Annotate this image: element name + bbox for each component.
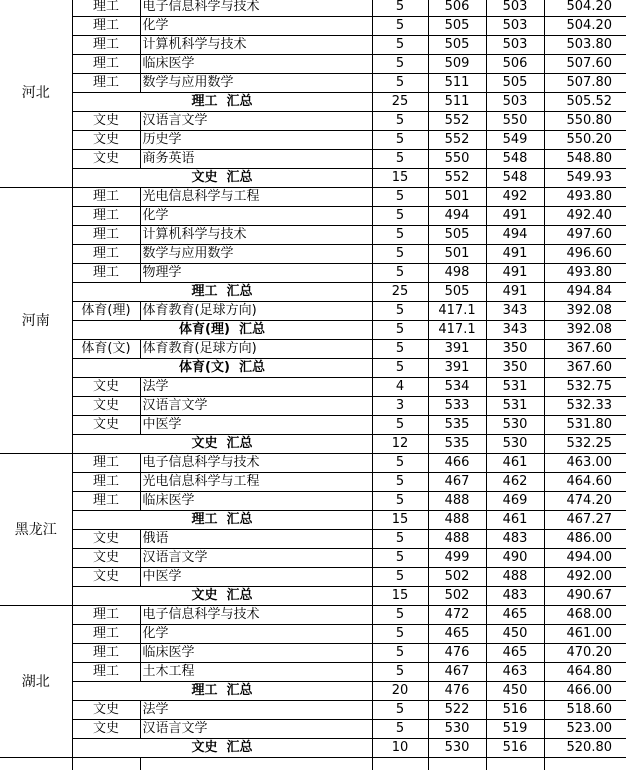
category-cell: 理工: [72, 17, 140, 36]
min-score-cell: 491: [486, 207, 544, 226]
subtotal-row: [0, 321, 626, 340]
count-cell: 5: [372, 549, 428, 568]
min-score-cell: 343: [486, 321, 544, 340]
partial-cell: [428, 758, 486, 770]
max-score-cell: 502: [428, 587, 486, 606]
major-cell: 法学: [140, 701, 372, 720]
min-score-cell: 462: [486, 473, 544, 492]
province-cell: 湖北: [0, 606, 72, 758]
table-row: [0, 416, 626, 435]
major-cell: 数学与应用数学: [140, 74, 372, 93]
partial-cell: [72, 758, 140, 770]
category-cell: 理工: [72, 473, 140, 492]
max-score-cell: 535: [428, 435, 486, 454]
major-cell: 汉语言文学: [140, 720, 372, 739]
avg-score-cell: 461.00: [544, 625, 626, 644]
avg-score-cell: 492.00: [544, 568, 626, 587]
max-score-cell: 534: [428, 378, 486, 397]
subtotal-row: [0, 682, 626, 701]
table-row: [0, 226, 626, 245]
avg-score-cell: 497.60: [544, 226, 626, 245]
avg-score-cell: 392.08: [544, 302, 626, 321]
province-cell: 河北: [0, 0, 72, 188]
count-cell: 5: [372, 264, 428, 283]
avg-score-cell: 470.20: [544, 644, 626, 663]
subtotal-row: [0, 739, 626, 758]
category-cell: 文史: [72, 416, 140, 435]
subtotal-row: [0, 283, 626, 302]
max-score-cell: 417.1: [428, 302, 486, 321]
major-cell: 法学: [140, 378, 372, 397]
min-score-cell: 503: [486, 17, 544, 36]
max-score-cell: 391: [428, 340, 486, 359]
category-cell: 理工: [72, 663, 140, 682]
count-cell: 5: [372, 416, 428, 435]
table-row: [0, 644, 626, 663]
min-score-cell: 531: [486, 397, 544, 416]
min-score-cell: 465: [486, 606, 544, 625]
avg-score-cell: 464.80: [544, 663, 626, 682]
min-score-cell: 503: [486, 36, 544, 55]
max-score-cell: 552: [428, 112, 486, 131]
avg-score-cell: 550.20: [544, 131, 626, 150]
category-cell: 理工: [72, 264, 140, 283]
subtotal-label: 文史 汇总: [72, 739, 372, 758]
avg-score-cell: 523.00: [544, 720, 626, 739]
major-cell: 临床医学: [140, 644, 372, 663]
major-cell: 汉语言文学: [140, 397, 372, 416]
max-score-cell: 535: [428, 416, 486, 435]
major-cell: 数学与应用数学: [140, 245, 372, 264]
max-score-cell: 476: [428, 644, 486, 663]
count-cell: 5: [372, 340, 428, 359]
table-row-partial: [0, 758, 626, 770]
count-cell: 5: [372, 492, 428, 511]
avg-score-cell: 494.00: [544, 549, 626, 568]
category-cell: 文史: [72, 150, 140, 169]
table-row: [0, 264, 626, 283]
category-cell: 理工: [72, 0, 140, 17]
category-cell: 文史: [72, 720, 140, 739]
avg-score-cell: 532.25: [544, 435, 626, 454]
avg-score-cell: 520.80: [544, 739, 626, 758]
category-cell: 理工: [72, 188, 140, 207]
category-cell: 文史: [72, 530, 140, 549]
subtotal-label: 文史 汇总: [72, 435, 372, 454]
table-row: [0, 188, 626, 207]
table-row: [0, 340, 626, 359]
category-cell: 理工: [72, 226, 140, 245]
category-cell: 理工: [72, 625, 140, 644]
avg-score-cell: 392.08: [544, 321, 626, 340]
max-score-cell: 509: [428, 55, 486, 74]
min-score-cell: 530: [486, 416, 544, 435]
table-row: [0, 112, 626, 131]
min-score-cell: 490: [486, 549, 544, 568]
max-score-cell: 417.1: [428, 321, 486, 340]
count-cell: 20: [372, 682, 428, 701]
partial-cell: [140, 758, 372, 770]
min-score-cell: 516: [486, 739, 544, 758]
table-row: [0, 55, 626, 74]
max-score-cell: 488: [428, 530, 486, 549]
partial-cell: [544, 758, 626, 770]
avg-score-cell: 486.00: [544, 530, 626, 549]
max-score-cell: 466: [428, 454, 486, 473]
avg-score-cell: 549.93: [544, 169, 626, 188]
max-score-cell: 501: [428, 245, 486, 264]
avg-score-cell: 507.60: [544, 55, 626, 74]
max-score-cell: 488: [428, 492, 486, 511]
min-score-cell: 343: [486, 302, 544, 321]
major-cell: 俄语: [140, 530, 372, 549]
major-cell: 商务英语: [140, 150, 372, 169]
avg-score-cell: 507.80: [544, 74, 626, 93]
category-cell: 理工: [72, 606, 140, 625]
avg-score-cell: 494.84: [544, 283, 626, 302]
major-cell: 体育教育(足球方向): [140, 302, 372, 321]
min-score-cell: 548: [486, 169, 544, 188]
avg-score-cell: 466.00: [544, 682, 626, 701]
min-score-cell: 503: [486, 0, 544, 17]
max-score-cell: 476: [428, 682, 486, 701]
max-score-cell: 550: [428, 150, 486, 169]
min-score-cell: 503: [486, 93, 544, 112]
count-cell: 5: [372, 55, 428, 74]
subtotal-row: [0, 511, 626, 530]
major-cell: 历史学: [140, 131, 372, 150]
min-score-cell: 491: [486, 245, 544, 264]
avg-score-cell: 367.60: [544, 359, 626, 378]
min-score-cell: 549: [486, 131, 544, 150]
partial-cell: [372, 758, 428, 770]
subtotal-label: 理工 汇总: [72, 93, 372, 112]
major-cell: 计算机科学与技术: [140, 226, 372, 245]
min-score-cell: 531: [486, 378, 544, 397]
subtotal-label: 理工 汇总: [72, 283, 372, 302]
major-cell: 临床医学: [140, 492, 372, 511]
max-score-cell: 505: [428, 226, 486, 245]
category-cell: 理工: [72, 644, 140, 663]
count-cell: 5: [372, 359, 428, 378]
count-cell: 5: [372, 530, 428, 549]
count-cell: 5: [372, 321, 428, 340]
max-score-cell: 505: [428, 36, 486, 55]
table-row: [0, 36, 626, 55]
max-score-cell: 511: [428, 93, 486, 112]
subtotal-label: 体育(理) 汇总: [72, 321, 372, 340]
count-cell: 25: [372, 93, 428, 112]
max-score-cell: 494: [428, 207, 486, 226]
subtotal-row: [0, 435, 626, 454]
min-score-cell: 350: [486, 340, 544, 359]
partial-cell: [0, 758, 72, 770]
category-cell: 理工: [72, 207, 140, 226]
avg-score-cell: 503.80: [544, 36, 626, 55]
category-cell: 体育(文): [72, 340, 140, 359]
count-cell: 5: [372, 663, 428, 682]
table-row: [0, 207, 626, 226]
max-score-cell: 501: [428, 188, 486, 207]
avg-score-cell: 474.20: [544, 492, 626, 511]
max-score-cell: 506: [428, 0, 486, 17]
category-cell: 文史: [72, 701, 140, 720]
min-score-cell: 450: [486, 682, 544, 701]
max-score-cell: 488: [428, 511, 486, 530]
max-score-cell: 505: [428, 283, 486, 302]
subtotal-label: 文史 汇总: [72, 587, 372, 606]
count-cell: 5: [372, 302, 428, 321]
table-row: [0, 150, 626, 169]
max-score-cell: 552: [428, 131, 486, 150]
table-row: [0, 568, 626, 587]
min-score-cell: 492: [486, 188, 544, 207]
max-score-cell: 552: [428, 169, 486, 188]
avg-score-cell: 548.80: [544, 150, 626, 169]
count-cell: 5: [372, 74, 428, 93]
avg-score-cell: 504.20: [544, 0, 626, 17]
subtotal-label: 体育(文) 汇总: [72, 359, 372, 378]
table-row: [0, 720, 626, 739]
min-score-cell: 483: [486, 587, 544, 606]
table-row: [0, 17, 626, 36]
major-cell: 中医学: [140, 416, 372, 435]
min-score-cell: 516: [486, 701, 544, 720]
category-cell: 文史: [72, 568, 140, 587]
count-cell: 5: [372, 568, 428, 587]
count-cell: 5: [372, 606, 428, 625]
max-score-cell: 499: [428, 549, 486, 568]
subtotal-label: 理工 汇总: [72, 511, 372, 530]
max-score-cell: 502: [428, 568, 486, 587]
min-score-cell: 350: [486, 359, 544, 378]
count-cell: 5: [372, 226, 428, 245]
max-score-cell: 522: [428, 701, 486, 720]
count-cell: 5: [372, 131, 428, 150]
table-row: [0, 131, 626, 150]
major-cell: 化学: [140, 17, 372, 36]
count-cell: 10: [372, 739, 428, 758]
count-cell: 5: [372, 150, 428, 169]
major-cell: 化学: [140, 625, 372, 644]
count-cell: 3: [372, 397, 428, 416]
major-cell: 汉语言文学: [140, 549, 372, 568]
min-score-cell: 505: [486, 74, 544, 93]
count-cell: 5: [372, 644, 428, 663]
table-row: [0, 74, 626, 93]
avg-score-cell: 493.80: [544, 264, 626, 283]
avg-score-cell: 468.00: [544, 606, 626, 625]
table-row: [0, 530, 626, 549]
max-score-cell: 472: [428, 606, 486, 625]
category-cell: 文史: [72, 397, 140, 416]
major-cell: 临床医学: [140, 55, 372, 74]
min-score-cell: 461: [486, 454, 544, 473]
table-row: [0, 625, 626, 644]
min-score-cell: 550: [486, 112, 544, 131]
table-row: [0, 473, 626, 492]
count-cell: 12: [372, 435, 428, 454]
major-cell: 光电信息科学与工程: [140, 188, 372, 207]
category-cell: 理工: [72, 492, 140, 511]
max-score-cell: 533: [428, 397, 486, 416]
avg-score-cell: 505.52: [544, 93, 626, 112]
partial-cell: [486, 758, 544, 770]
avg-score-cell: 492.40: [544, 207, 626, 226]
count-cell: 15: [372, 587, 428, 606]
table-row: [0, 663, 626, 682]
table-row: [0, 302, 626, 321]
count-cell: 25: [372, 283, 428, 302]
avg-score-cell: 496.60: [544, 245, 626, 264]
max-score-cell: 530: [428, 720, 486, 739]
count-cell: 5: [372, 0, 428, 17]
category-cell: 文史: [72, 112, 140, 131]
max-score-cell: 467: [428, 663, 486, 682]
subtotal-row: [0, 359, 626, 378]
max-score-cell: 505: [428, 17, 486, 36]
category-cell: 理工: [72, 245, 140, 264]
max-score-cell: 467: [428, 473, 486, 492]
min-score-cell: 491: [486, 264, 544, 283]
avg-score-cell: 550.80: [544, 112, 626, 131]
major-cell: 物理学: [140, 264, 372, 283]
table-row: [0, 0, 626, 17]
count-cell: 5: [372, 245, 428, 264]
major-cell: 电子信息科学与技术: [140, 606, 372, 625]
count-cell: 5: [372, 720, 428, 739]
major-cell: 化学: [140, 207, 372, 226]
min-score-cell: 548: [486, 150, 544, 169]
table-row: [0, 549, 626, 568]
min-score-cell: 530: [486, 435, 544, 454]
count-cell: 5: [372, 207, 428, 226]
major-cell: 土木工程: [140, 663, 372, 682]
province-cell: 黑龙江: [0, 454, 72, 606]
major-cell: 光电信息科学与工程: [140, 473, 372, 492]
min-score-cell: 494: [486, 226, 544, 245]
province-cell: 河南: [0, 188, 72, 454]
table-row: [0, 701, 626, 720]
count-cell: 5: [372, 701, 428, 720]
max-score-cell: 391: [428, 359, 486, 378]
subtotal-label: 文史 汇总: [72, 169, 372, 188]
avg-score-cell: 532.33: [544, 397, 626, 416]
table-row: [0, 606, 626, 625]
count-cell: 5: [372, 454, 428, 473]
major-cell: 汉语言文学: [140, 112, 372, 131]
count-cell: 5: [372, 17, 428, 36]
avg-score-cell: 367.60: [544, 340, 626, 359]
subtotal-label: 理工 汇总: [72, 682, 372, 701]
min-score-cell: 463: [486, 663, 544, 682]
category-cell: 理工: [72, 74, 140, 93]
table-row: [0, 378, 626, 397]
avg-score-cell: 493.80: [544, 188, 626, 207]
count-cell: 15: [372, 169, 428, 188]
avg-score-cell: 518.60: [544, 701, 626, 720]
min-score-cell: 483: [486, 530, 544, 549]
subtotal-row: [0, 169, 626, 188]
table-row: [0, 454, 626, 473]
min-score-cell: 461: [486, 511, 544, 530]
avg-score-cell: 464.60: [544, 473, 626, 492]
avg-score-cell: 504.20: [544, 17, 626, 36]
max-score-cell: 465: [428, 625, 486, 644]
category-cell: 理工: [72, 454, 140, 473]
avg-score-cell: 532.75: [544, 378, 626, 397]
count-cell: 5: [372, 473, 428, 492]
category-cell: 文史: [72, 549, 140, 568]
count-cell: 5: [372, 188, 428, 207]
avg-score-cell: 531.80: [544, 416, 626, 435]
count-cell: 15: [372, 511, 428, 530]
min-score-cell: 506: [486, 55, 544, 74]
category-cell: 理工: [72, 55, 140, 74]
min-score-cell: 519: [486, 720, 544, 739]
avg-score-cell: 463.00: [544, 454, 626, 473]
count-cell: 5: [372, 36, 428, 55]
min-score-cell: 469: [486, 492, 544, 511]
count-cell: 5: [372, 112, 428, 131]
category-cell: 文史: [72, 131, 140, 150]
avg-score-cell: 467.27: [544, 511, 626, 530]
max-score-cell: 498: [428, 264, 486, 283]
table-row: [0, 492, 626, 511]
min-score-cell: 491: [486, 283, 544, 302]
count-cell: 4: [372, 378, 428, 397]
table-row: [0, 397, 626, 416]
major-cell: 计算机科学与技术: [140, 36, 372, 55]
min-score-cell: 450: [486, 625, 544, 644]
min-score-cell: 488: [486, 568, 544, 587]
major-cell: 电子信息科学与技术: [140, 0, 372, 17]
subtotal-row: [0, 93, 626, 112]
major-cell: 电子信息科学与技术: [140, 454, 372, 473]
major-cell: 体育教育(足球方向): [140, 340, 372, 359]
avg-score-cell: 490.67: [544, 587, 626, 606]
major-cell: 中医学: [140, 568, 372, 587]
max-score-cell: 530: [428, 739, 486, 758]
table-row: [0, 245, 626, 264]
min-score-cell: 465: [486, 644, 544, 663]
max-score-cell: 511: [428, 74, 486, 93]
category-cell: 文史: [72, 378, 140, 397]
subtotal-row: [0, 587, 626, 606]
category-cell: 体育(理): [72, 302, 140, 321]
count-cell: 5: [372, 625, 428, 644]
category-cell: 理工: [72, 36, 140, 55]
